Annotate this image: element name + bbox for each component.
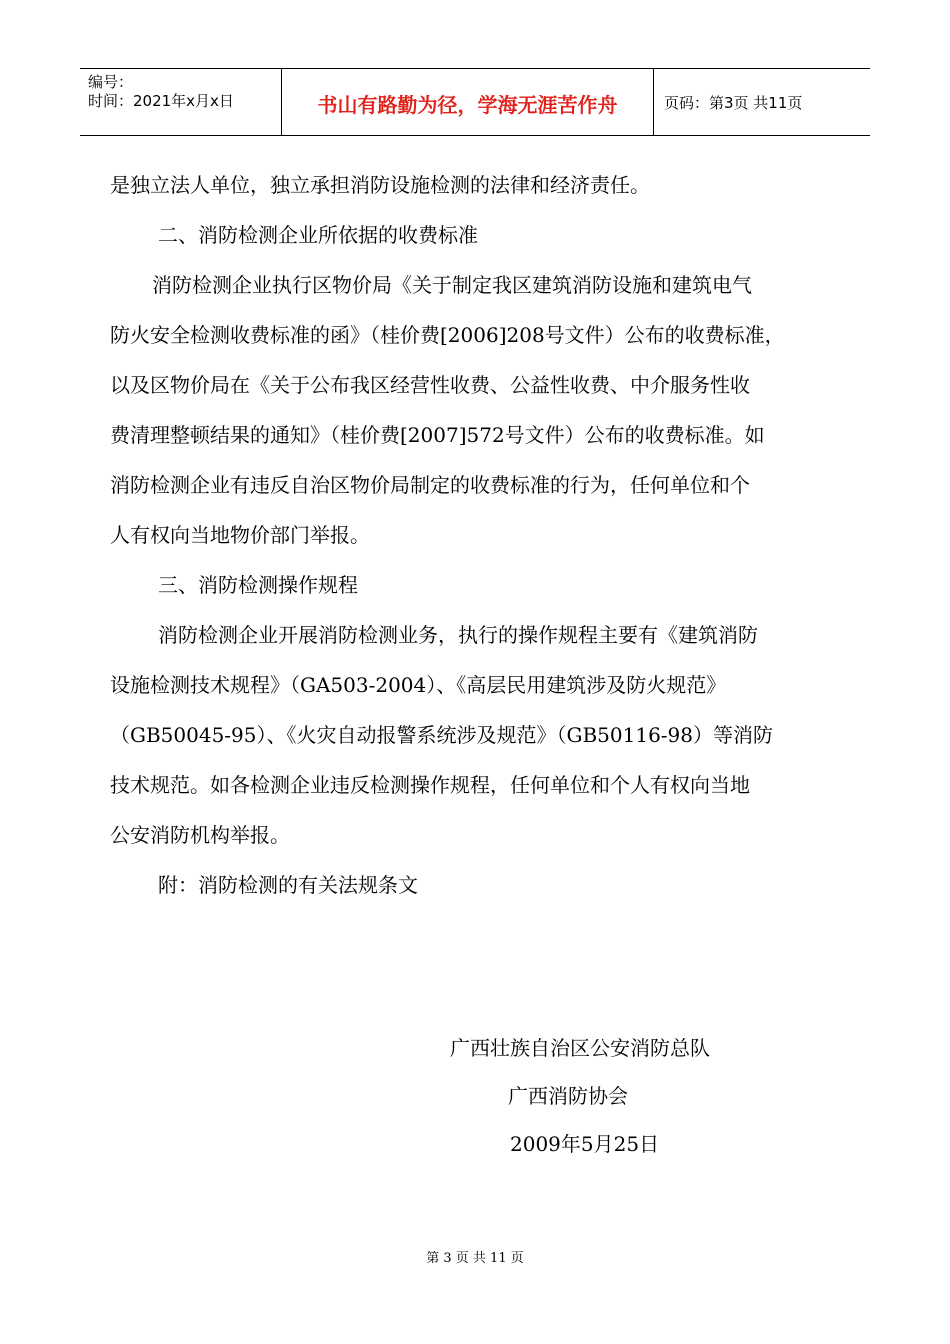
signature-org-fire-association: 广西消防协会 xyxy=(508,1084,628,1108)
body-line: 防火安全检测收费标准的函》（桂价费[2006]208号文件）公布的收费标准， xyxy=(110,323,785,347)
body-line: 消防检测企业开展消防检测业务，执行的操作规程主要有《建筑消防 xyxy=(158,623,758,647)
body-line: 技术规范。如各检测企业违反检测操作规程，任何单位和个人有权向当地 xyxy=(110,773,750,797)
document-body xyxy=(110,160,850,910)
body-line: 是独立法人单位，独立承担消防设施检测的法律和经济责任。 xyxy=(110,173,650,197)
header-meta xyxy=(80,69,282,135)
page-footer: 第 3 页 共 11 页 xyxy=(426,1251,524,1266)
header-slogan: 书山有路勤为径，学海无涯苦作舟 xyxy=(282,69,654,135)
body-line: 费清理整顿结果的通知》（桂价费[2007]572号文件）公布的收费标准。如 xyxy=(110,423,765,447)
body-line: 设施检测技术规程》（GA503-2004）、《高层民用建筑涉及防火规范》 xyxy=(110,673,727,697)
body-line: 消防检测企业执行区物价局《关于制定我区建筑消防设施和建筑电气 xyxy=(152,273,752,297)
section-heading-fees: 二、消防检测企业所依据的收费标准 xyxy=(158,223,478,247)
header-page-info: 页码：第3页 共11页 xyxy=(664,93,803,112)
appendix-line: 附：消防检测的有关法规条文 xyxy=(158,873,418,897)
body-line: 消防检测企业有违反自治区物价局制定的收费标准的行为，任何单位和个 xyxy=(110,473,750,497)
body-line: 以及区物价局在《关于公布我区经营性收费、公益性收费、中介服务性收 xyxy=(110,373,750,397)
body-line: （GB50045-95）、《火灾自动报警系统涉及规范》（GB50116-98）等消防 xyxy=(110,723,774,747)
signature-date: 2009年5月25日 xyxy=(510,1132,660,1156)
body-line: 人有权向当地物价部门举报。 xyxy=(110,523,370,547)
document-header xyxy=(80,68,870,136)
signature-org-fire-corps: 广西壮族自治区公安消防总队 xyxy=(450,1036,710,1060)
section-heading-procedures: 三、消防检测操作规程 xyxy=(158,573,358,597)
signature-block xyxy=(450,1024,710,1168)
number-label: 编号： xyxy=(88,73,134,91)
date-label: 时间：2021年x月x日 xyxy=(88,92,234,110)
body-line: 公安消防机构举报。 xyxy=(110,823,290,847)
